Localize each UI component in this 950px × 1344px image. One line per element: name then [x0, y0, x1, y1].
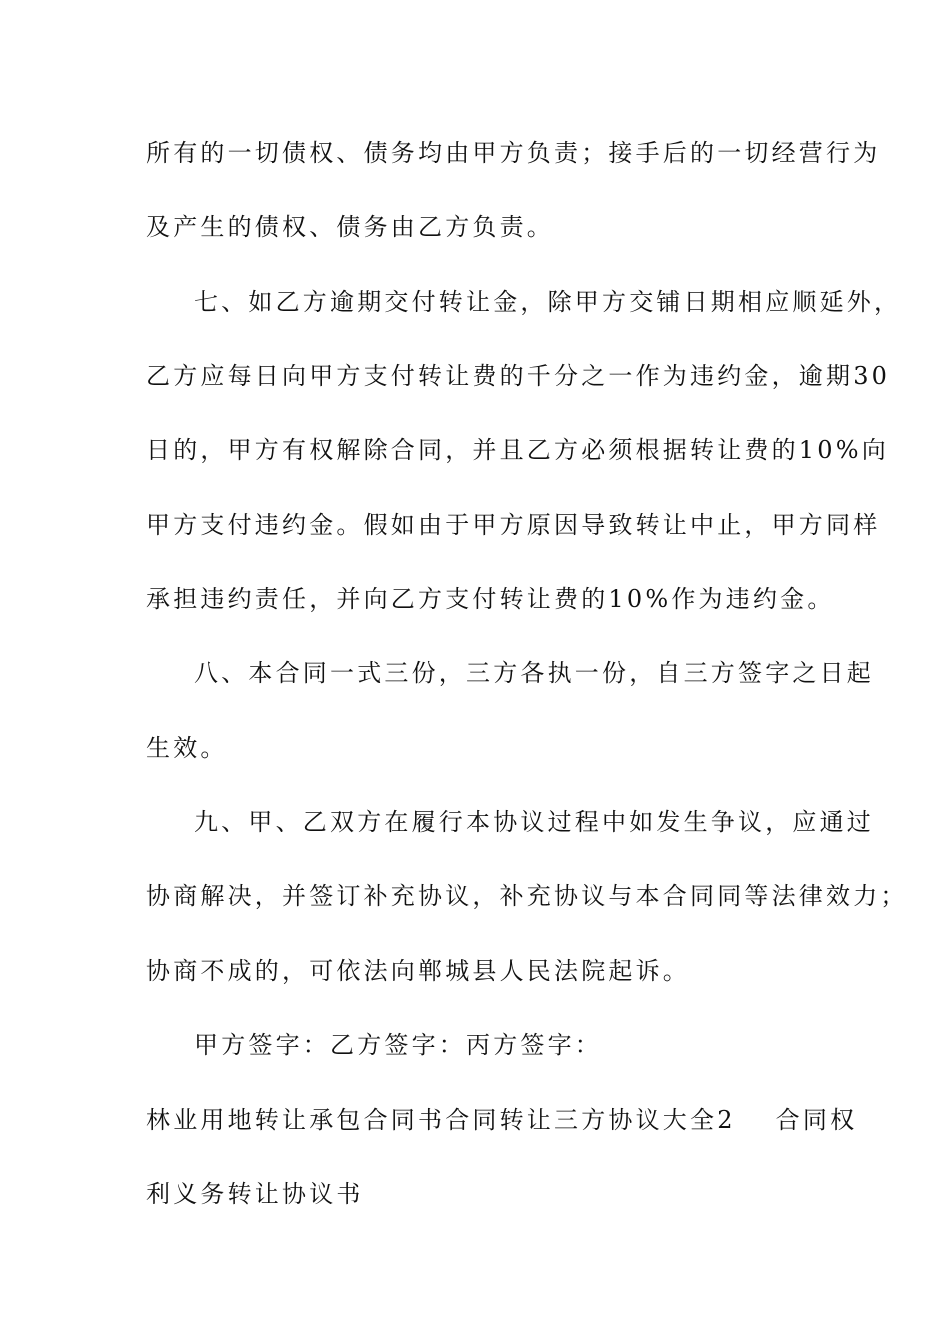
- heading-text: 林业用地转让承包合同书合同转让三方协议大全2: [146, 1106, 736, 1134]
- paragraph-line: 协商解决，并签订补充协议，补充协议与本合同同等法律效力；: [146, 882, 908, 910]
- paragraph-line: 乙方应每日向甲方支付转让费的千分之一作为违约金，逾期30: [146, 362, 891, 390]
- paragraph-line: 及产生的债权、债务由乙方负责。: [146, 213, 554, 241]
- signature-line: 甲方签字：乙方签字：丙方签字：: [194, 1031, 602, 1059]
- clause-seven-line: 七、如乙方逾期交付转让金，除甲方交铺日期相应顺延外，: [194, 288, 902, 316]
- paragraph-line: 承担违约责任，并向乙方支付转让费的10%作为违约金。: [146, 585, 835, 613]
- paragraph-line: 日的，甲方有权解除合同，并且乙方必须根据转让费的10%向: [146, 436, 889, 464]
- paragraph-line: 所有的一切债权、债务均由甲方负责；接手后的一切经营行为: [146, 139, 881, 167]
- heading-tail-text: 合同权: [775, 1106, 858, 1134]
- paragraph-line: 协商不成的，可依法向郸城县人民法院起诉。: [146, 957, 690, 985]
- next-document-heading: [146, 1100, 858, 1140]
- paragraph-line: 甲方支付违约金。假如由于甲方原因导致转让中止，甲方同样: [146, 511, 881, 539]
- heading-continuation: 利义务转让协议书: [146, 1180, 364, 1208]
- clause-eight-line: 八、本合同一式三份，三方各执一份，自三方签字之日起: [194, 659, 874, 687]
- paragraph-line: 生效。: [146, 734, 228, 762]
- clause-nine-line: 九、甲、乙双方在履行本协议过程中如发生争议，应通过: [194, 808, 874, 836]
